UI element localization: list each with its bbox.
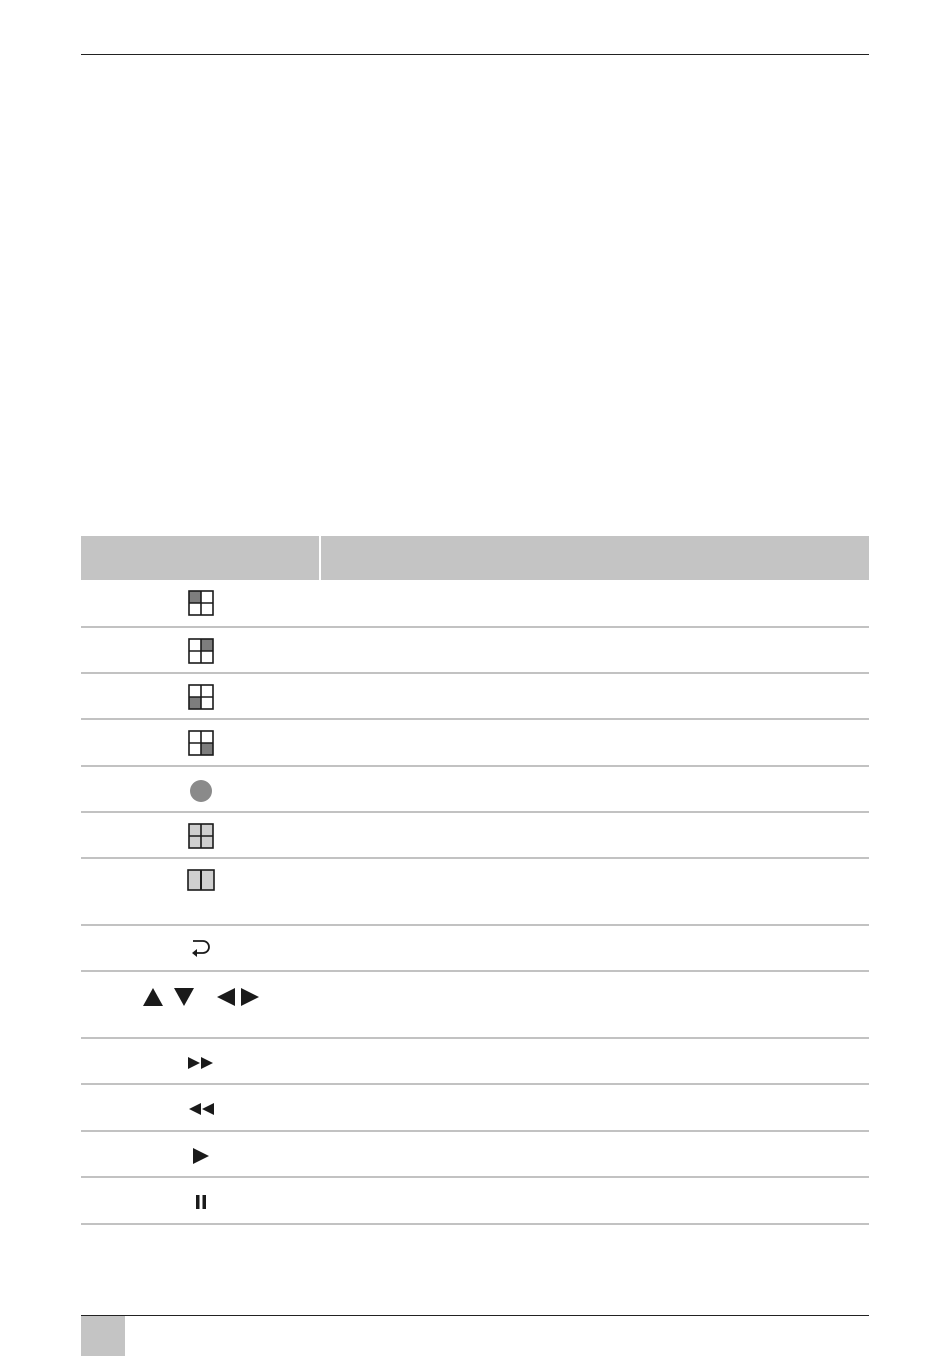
- rewind-icon: [187, 1102, 215, 1116]
- split-view-icon: [187, 869, 215, 891]
- table-row: [81, 859, 869, 926]
- quad-top-right-icon: [188, 638, 214, 664]
- header-cell-description: [321, 536, 869, 580]
- bottom-rule: [81, 1315, 869, 1316]
- quad-view-icon: [188, 823, 214, 849]
- table-row: [81, 813, 869, 859]
- table-header: [81, 536, 869, 580]
- circle-icon: [189, 779, 213, 803]
- arrow-keys-icon: [141, 986, 261, 1008]
- table-row: [81, 674, 869, 720]
- table-row: [81, 926, 869, 972]
- page-number-tab: [81, 1316, 125, 1356]
- top-rule: [81, 54, 869, 55]
- play-icon: [192, 1147, 210, 1165]
- table-row: [81, 972, 869, 1039]
- table-row: [81, 1178, 869, 1225]
- icon-table: [81, 536, 869, 1225]
- return-icon: [189, 938, 213, 960]
- header-cell-symbol: [81, 536, 321, 580]
- fast-forward-icon: [187, 1056, 215, 1070]
- table-row: [81, 720, 869, 767]
- table-row: [81, 1085, 869, 1132]
- quad-bottom-left-icon: [188, 684, 214, 710]
- pause-icon: [194, 1194, 208, 1210]
- quad-top-left-icon: [188, 590, 214, 616]
- table-row: [81, 1039, 869, 1085]
- table-row: [81, 580, 869, 628]
- quad-bottom-right-icon: [188, 730, 214, 756]
- table-row: [81, 1132, 869, 1178]
- table-row: [81, 767, 869, 813]
- table-row: [81, 628, 869, 674]
